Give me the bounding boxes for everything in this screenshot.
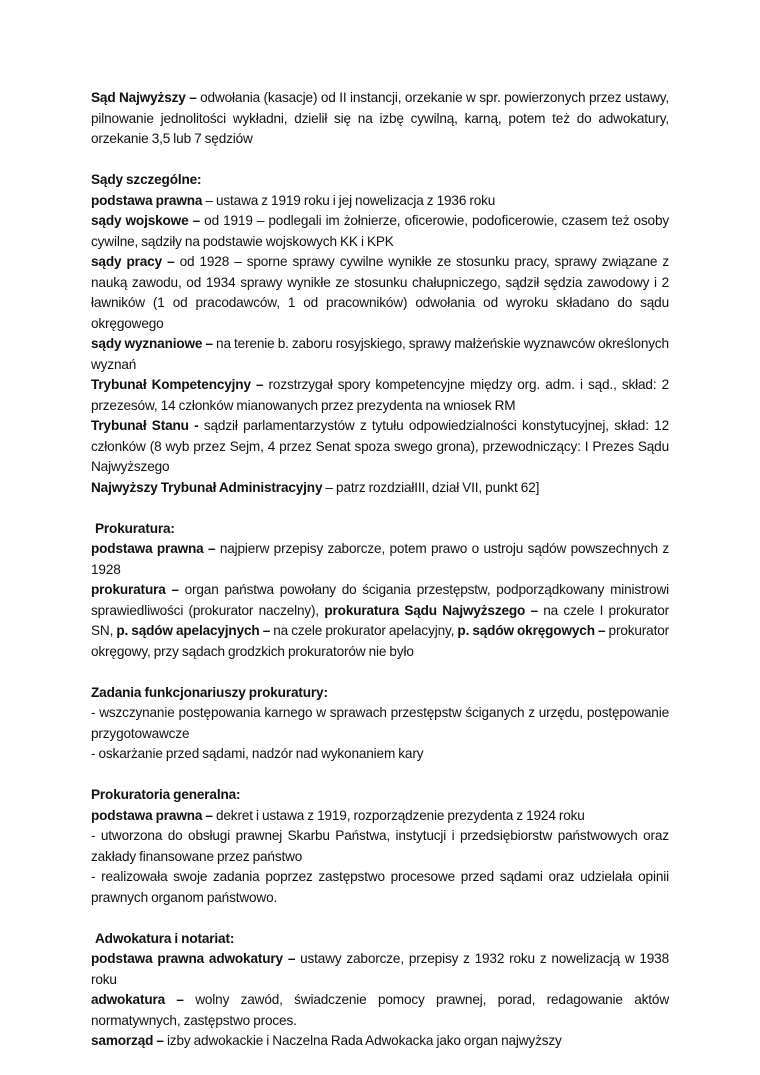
sady-item bbox=[91, 211, 669, 252]
adwokatura-heading: Adwokatura i notariat: bbox=[95, 930, 235, 946]
sady-item-term: sądy wyznaniowe – bbox=[91, 336, 213, 351]
sady-item bbox=[91, 252, 669, 334]
prokuratoria-basis bbox=[91, 806, 669, 827]
sady-item-text: od 1919 – podlegali im żołnierze, oficerowie, podoficerowie, czasem też osoby cywilne, sądziły na podstawie wojskowych KK i KPK bbox=[91, 213, 669, 249]
adwokatura-item bbox=[91, 949, 669, 990]
sady-item-term: Trybunał Kompetencyjny – bbox=[91, 377, 264, 392]
adwokatura-item-text: wolny zawód, świadczenie pomocy prawnej, porad, redagowanie aktów normatywnych, zastępstwo proces. bbox=[91, 992, 669, 1028]
sad-najwyzszy-paragraph bbox=[91, 88, 669, 150]
sady-item bbox=[91, 375, 669, 416]
adwokatura-item bbox=[91, 1031, 669, 1052]
sady-item-text: rozstrzygał spory kompetencyjne między org. adm. i sąd., skład: 2 przezesów, 14 członków mianowanych przez prezydenta na wniosek RM bbox=[91, 377, 669, 413]
sady-item bbox=[91, 191, 669, 212]
sady-item-text: – patrz rozdziałIII, dział VII, punkt 62] bbox=[322, 479, 540, 495]
adwokatura-item-text: izby adwokackie i Naczelna Rada Adwokacka jako organ najwyższy bbox=[163, 1033, 562, 1048]
prokuratoria-heading: Prokuratoria generalna: bbox=[91, 787, 241, 802]
prokuratura-basis-term: podstawa prawna – bbox=[91, 541, 216, 556]
adwokatura-item-term: samorząd – bbox=[91, 1033, 164, 1048]
sady-item-term: sądy wojskowe – bbox=[91, 213, 201, 228]
sady-item-term: sądy pracy – bbox=[91, 254, 175, 269]
zadania-heading: Zadania funkcjonariuszy prokuratury: bbox=[91, 684, 328, 700]
sady-item-text: sądził parlamentarzystów z tytułu odpowiedzialności konstytucyjnej, skład: 12 członków (8 wyb przez Sejm, 4 przez Senat spoza swego grona), przewodniczący: I Prezes Sądu Najwyższego bbox=[91, 418, 669, 474]
prokuratura-def-text: organ państwa powołany do ścigania przestępstw, podporządkowany ministrowi sprawiedliwości (prokurator naczelny), bbox=[91, 582, 670, 618]
zadania-item: - wszczynanie postępowania karnego w sprawach przestępstw ściganych z urzędu, postępowanie przygotowawcze bbox=[91, 705, 669, 741]
prokuratura-apel-term: p. sądów apelacyjnych – bbox=[116, 623, 271, 638]
prokuratura-apel-text: na czele prokurator apelacyjny, bbox=[270, 623, 458, 638]
zadania-item: - oskarżanie przed sądami, nadzór nad wykonaniem kary bbox=[91, 746, 424, 761]
prokuratoria-basis-term: podstawa prawna – bbox=[91, 807, 213, 823]
sady-item-term: podstawa prawna bbox=[91, 192, 203, 208]
adwokatura-item-term: adwokatura – bbox=[91, 992, 184, 1007]
sady-item-text: na terenie b. zaboru rosyjskiego, sprawy małżeńskie wyznawców określonych wyznań bbox=[91, 336, 669, 372]
prokuratura-okr-text: prokurator okręgowy, przy sądach grodzkich prokuratorów nie było bbox=[91, 623, 669, 659]
prokuratoria-item: - realizowała swoje zadania poprzez zastępstwo procesowe przed sądami oraz udzielała opinii prawnych organom państwowo. bbox=[91, 869, 669, 905]
sad-najwyzszy-term: Sąd Najwyższy – bbox=[91, 90, 197, 105]
sady-item bbox=[91, 334, 669, 375]
prokuratura-sn-text: na czele I prokurator SN, bbox=[91, 602, 669, 638]
sady-item-text: – ustawa z 1919 roku i jej nowelizacja z 1936 roku bbox=[202, 192, 496, 208]
prokuratura-basis bbox=[91, 539, 669, 580]
sady-item bbox=[91, 416, 669, 478]
sady-item-term: Trybunał Stanu - bbox=[91, 418, 199, 433]
prokuratoria-item: - utworzona do obsługi prawnej Skarbu Państwa, instytucji i przedsiębiorstw państwowych oraz zakłady finansowane przez państwo bbox=[91, 828, 669, 864]
prokuratoria-basis-text: dekret i ustawa z 1919, rozporządzenie prezydenta z 1924 roku bbox=[212, 807, 585, 823]
prokuratura-sn-term: prokuratura Sądu Najwyższego – bbox=[324, 602, 538, 618]
prokuratura-def-term: prokuratura – bbox=[91, 582, 179, 597]
prokuratura-definition bbox=[91, 580, 669, 662]
adwokatura-item bbox=[91, 990, 669, 1031]
sady-item-term: Najwyższy Trybunał Administracyjny bbox=[91, 479, 323, 495]
adwokatura-item-text: ustawy zaborcze, przepisy z 1932 roku z nowelizacją w 1938 roku bbox=[91, 951, 669, 987]
sad-najwyzszy-text: odwołania (kasacje) od II instancji, orzekanie w spr. powierzonych przez ustawy, pilnowanie jednolitości wykładni, dzielił się na izbę cywilną, karną, potem też do adwokatury, orzekanie 3,5 lub 7 sędziów bbox=[91, 90, 669, 146]
sady-item-text: od 1928 – sporne sprawy cywilne wynikłe ze stosunku pracy, sprawy związane z nauką zawodu, od 1934 sprawy wynikłe ze stosunku chałupniczego, sądził sędzia zawodowy i 2 ławników (1 od pracodawców, 1 od pracowników) odwołania od wyroku składano do sądu okręgowego bbox=[91, 254, 669, 331]
sady-item bbox=[91, 478, 669, 499]
adwokatura-item-term: podstawa prawna adwokatury – bbox=[91, 951, 296, 966]
sady-szczegolne-heading: Sądy szczególne: bbox=[91, 172, 202, 187]
prokuratura-okr-term: p. sądów okręgowych – bbox=[457, 623, 606, 638]
prokuratura-basis-text: najpierw przepisy zaborcze, potem prawo o ustroju sądów powszechnych z 1928 bbox=[91, 541, 669, 577]
prokuratura-heading: Prokuratura: bbox=[95, 520, 175, 536]
